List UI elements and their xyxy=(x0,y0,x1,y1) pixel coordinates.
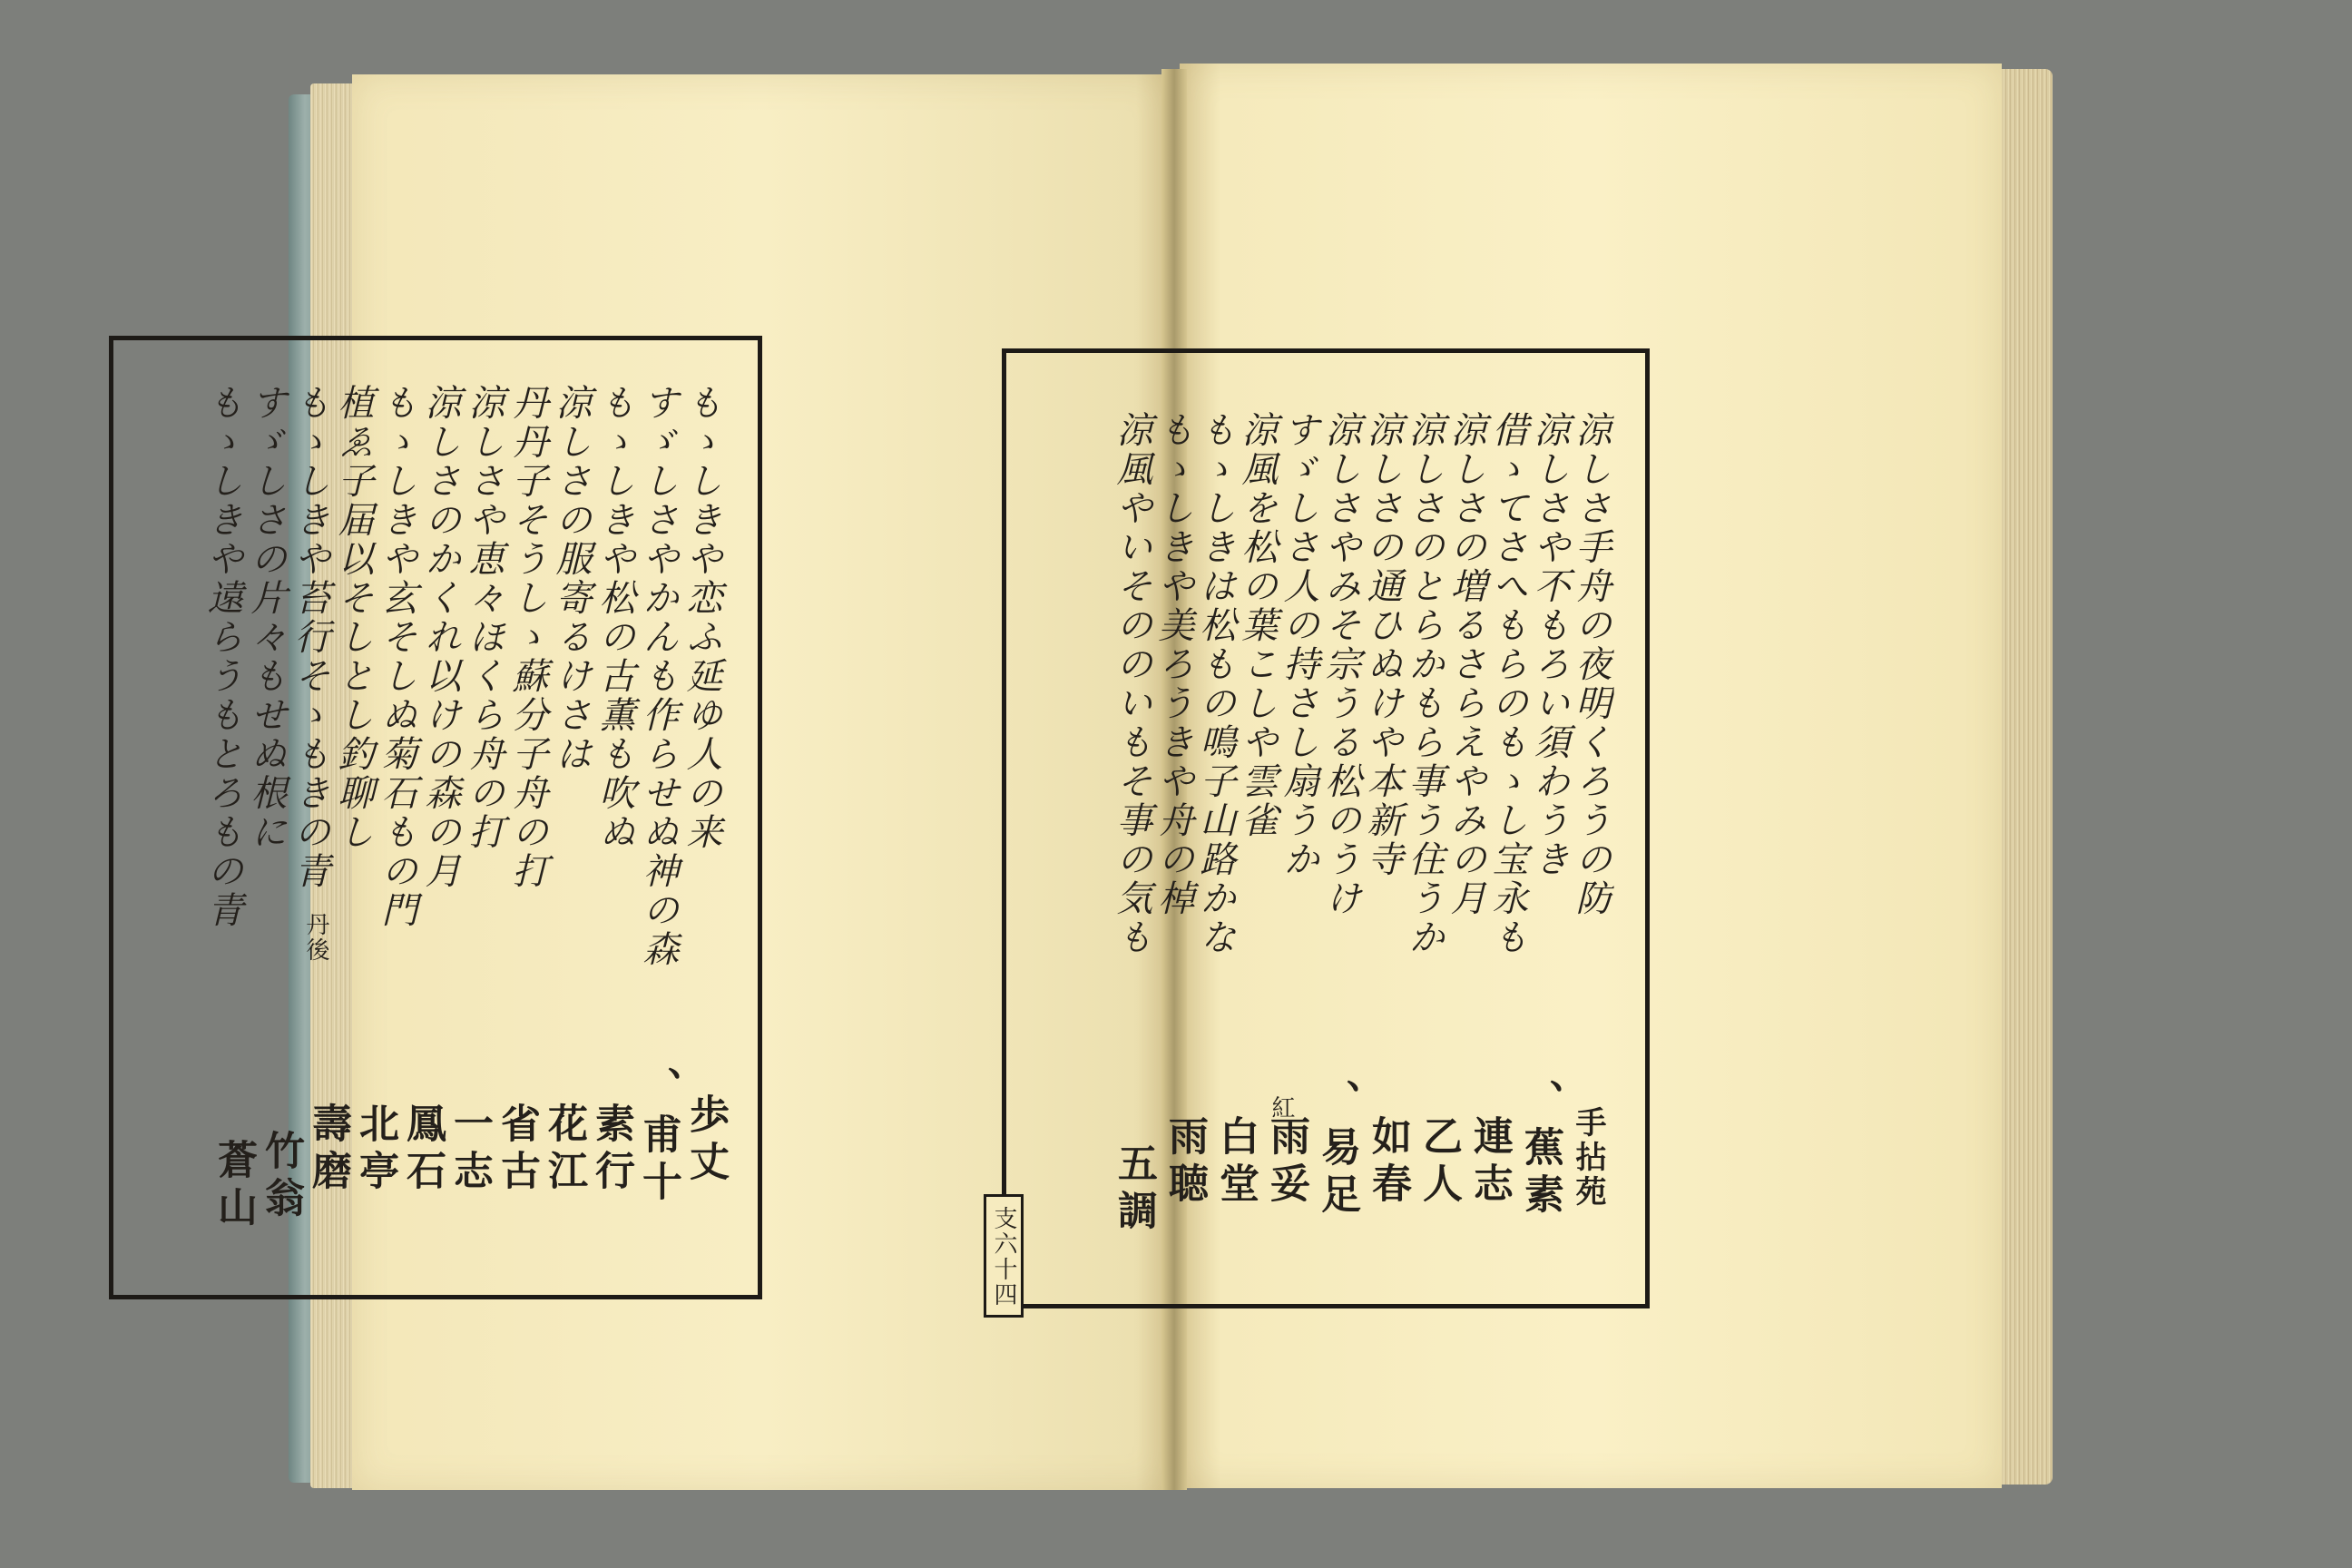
verse-line: 涼しさのかくれ以けの森の月 xyxy=(419,384,461,891)
author-name: 素行 xyxy=(588,1102,634,1197)
verse-line: 涼風を松の葉こしや雲雀 xyxy=(1236,411,1278,840)
verse-line: 涼しさのとらかもら事う住うか xyxy=(1403,411,1445,957)
left-text-frame xyxy=(109,336,762,1299)
author-name: 連志 xyxy=(1466,1115,1513,1210)
verse-line: すゞしさの片々もせぬ根に xyxy=(245,384,287,852)
verse-line: もゝしきや美ろうきや舟の棹 xyxy=(1152,411,1194,918)
author-name: 鳳石 xyxy=(399,1102,446,1197)
author-name: 、蕉素 xyxy=(1517,1079,1563,1220)
verse-line: もゝしきや松の古薫も吹ぬ xyxy=(593,384,635,852)
author-name: 雨聴 xyxy=(1161,1115,1208,1210)
verse-line: 涼風やいそののいもそ事の気も xyxy=(1111,411,1152,957)
author-name: 竹翁 xyxy=(258,1130,304,1224)
province-note: 丹後 xyxy=(302,912,329,963)
author-name: 一志 xyxy=(446,1102,493,1197)
verse-line: 涼しさや恵々ほくら舟の打 xyxy=(463,384,505,852)
author-name: 雨妥 xyxy=(1263,1115,1309,1210)
author-name: 五調 xyxy=(1111,1142,1157,1237)
verse-line: 涼しさの増るさらえやみの月 xyxy=(1445,411,1486,918)
verse-line: 涼しさの服寄るけさは xyxy=(550,384,592,774)
verse-line: すゞしさやかんも作らせぬ神の森 xyxy=(637,384,679,969)
verse-line: 植ゑ子届以そしとし釣聊し xyxy=(332,384,374,852)
right-text-frame xyxy=(1002,348,1650,1308)
verse-line: もゝしきや遠らうもとろもの青 xyxy=(201,384,243,930)
author-name: 花江 xyxy=(541,1102,587,1197)
verse-line: 涼しさ手舟の夜明くろうの防 xyxy=(1570,411,1612,918)
author-name: 蒼山 xyxy=(211,1139,257,1233)
author-name: 歩丈 xyxy=(682,1093,729,1188)
verse-line: もゝしきや苔行そゝもきの青 xyxy=(289,384,330,891)
author-name: 壽磨 xyxy=(305,1102,351,1197)
page-number-box xyxy=(984,1194,1024,1318)
verse-line: 借ゝてさへもらのもゝし宝永も xyxy=(1486,411,1528,957)
author-name: 省古 xyxy=(494,1102,540,1197)
verse-line: もゝしきや恋ふ延ゆ人の来 xyxy=(681,384,722,852)
author-name: 、甫十 xyxy=(635,1066,681,1208)
verse-line: 涼しさやみそ宗うる松のうけ xyxy=(1319,411,1361,918)
author-name: 、易足 xyxy=(1314,1079,1360,1220)
author-small-mark: 紅 xyxy=(1268,1095,1295,1121)
author-name: 乙人 xyxy=(1416,1115,1462,1210)
page-number: 支六十四 xyxy=(990,1206,1017,1308)
author-name: 北亭 xyxy=(352,1102,398,1197)
verse-line: 涼しさや不もろい須わうき xyxy=(1528,411,1570,879)
verse-line: すゞしさ人の持さし扇うか xyxy=(1278,411,1319,879)
verse-line: もゝしきや玄そしぬ菊石もの門 xyxy=(376,384,417,930)
verse-line: 丹丹子そうしゝ蘇分子舟の打 xyxy=(506,384,548,891)
verse-line: もゝしきは松もの鳴子山路かな xyxy=(1194,411,1236,957)
verse-line: 涼しさの通ひぬけや本新寺 xyxy=(1361,411,1403,879)
author-name: 白堂 xyxy=(1212,1115,1259,1210)
author-name: 手拈苑 xyxy=(1570,1106,1606,1210)
author-name: 如春 xyxy=(1365,1115,1411,1210)
